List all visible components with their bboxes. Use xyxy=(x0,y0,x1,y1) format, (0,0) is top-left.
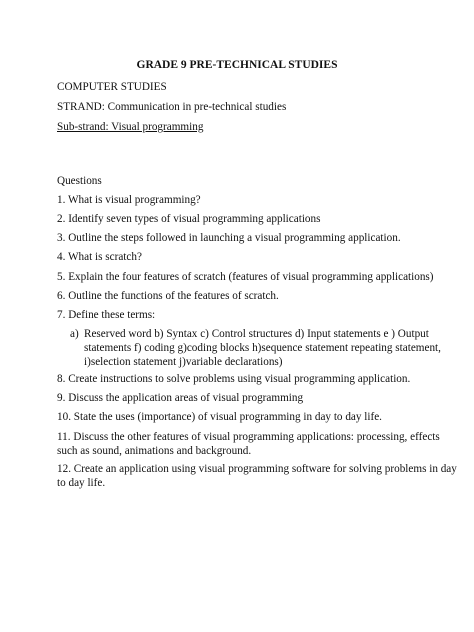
question-item: 6. Outline the functions of the features of scratch. xyxy=(57,290,279,302)
question-item: 1. What is visual programming? xyxy=(57,194,201,206)
question-item-continuation: such as sound, animations and background. xyxy=(57,445,252,457)
question-item: 7. Define these terms: xyxy=(57,309,156,321)
question-item: 10. State the uses (importance) of visual programming in day to day life. xyxy=(57,411,382,423)
question-item-continuation: to day life. xyxy=(57,477,106,489)
terms-line: i)selection statement j)variable declarations) xyxy=(84,356,283,368)
question-item: 2. Identify seven types of visual programming applications xyxy=(57,213,321,225)
question-item: 11. Discuss the other features of visual programming applications: processing, effects xyxy=(57,431,440,443)
subject-line: COMPUTER STUDIES xyxy=(57,81,167,93)
question-item: 5. Explain the four features of scratch (features of visual programming applications) xyxy=(57,271,434,283)
sub-strand-line: Sub-strand: Visual programming xyxy=(57,121,204,133)
question-item: 3. Outline the steps followed in launching a visual programming application. xyxy=(57,232,401,244)
question-item: 9. Discuss the application areas of visual programming xyxy=(57,392,304,404)
terms-list-text xyxy=(84,327,441,369)
questions-heading: Questions xyxy=(57,175,102,187)
list-marker: a) xyxy=(70,328,79,340)
question-item: 4. What is scratch? xyxy=(57,251,142,263)
document-title: GRADE 9 PRE-TECHNICAL STUDIES xyxy=(136,59,338,71)
question-item: 12. Create an application using visual programming software for solving problems in day xyxy=(57,463,457,475)
question-item: 8. Create instructions to solve problems using visual programming application. xyxy=(57,373,411,385)
terms-line: Reserved word b) Syntax c) Control structures d) Input statements e ) Output xyxy=(84,328,429,340)
strand-line: STRAND: Communication in pre-technical studies xyxy=(57,101,287,113)
terms-line: statements f) coding g)coding blocks h)sequence statement repeating statement, xyxy=(84,342,441,354)
